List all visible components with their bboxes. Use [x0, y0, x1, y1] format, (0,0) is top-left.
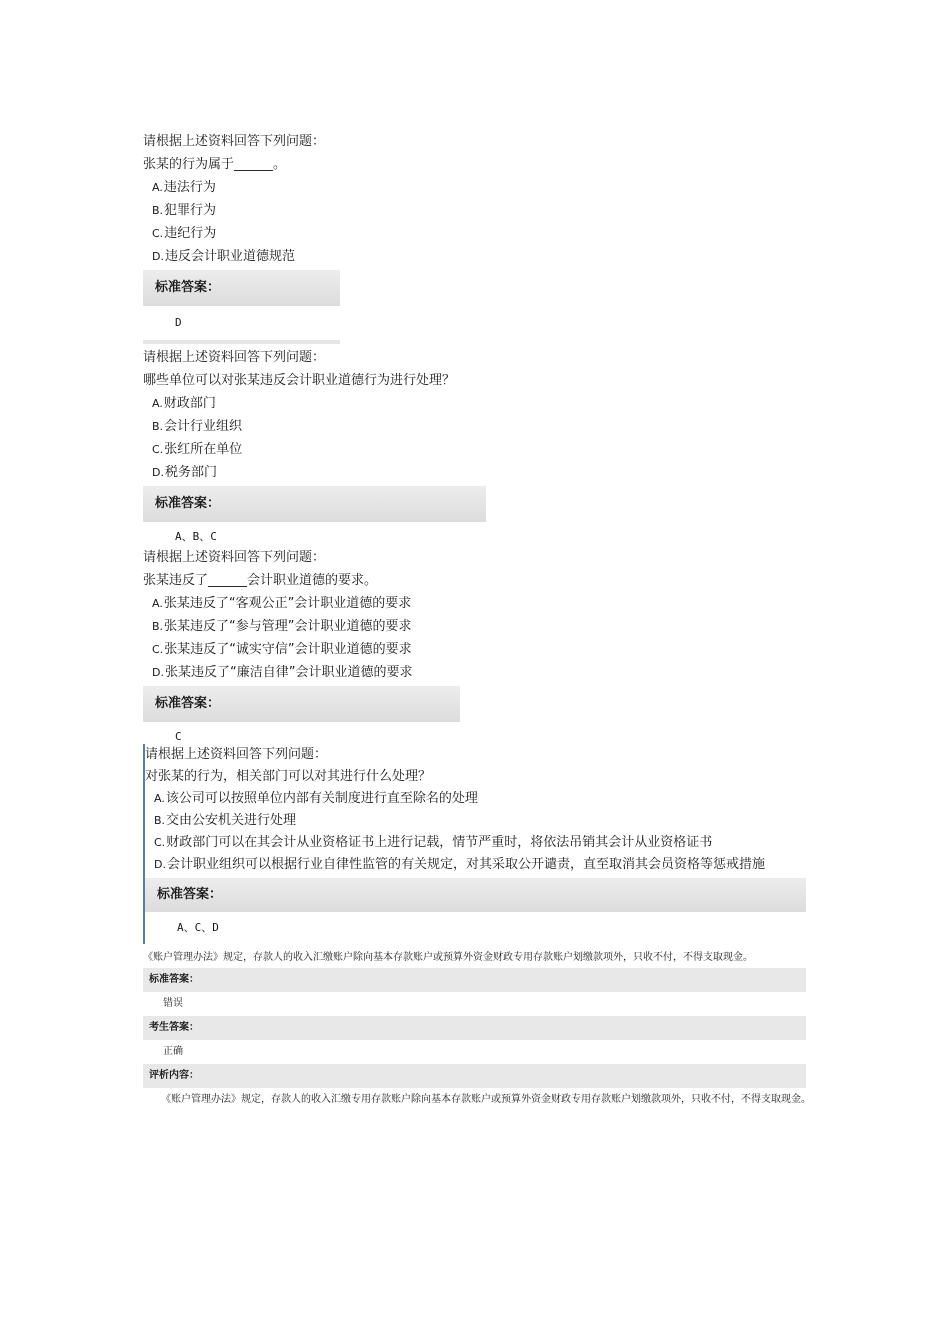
option-letter: A. — [152, 181, 163, 194]
answer-header: 标准答案： — [143, 270, 340, 306]
question-intro: 请根据上述资料回答下列问题： — [143, 350, 326, 365]
question-stem: 对张某的行为，相关部门可以对其进行什么处理？ — [145, 769, 432, 784]
option-b — [145, 810, 808, 832]
question-stem: 张某违反了______会计职业道德的要求。 — [143, 573, 378, 588]
option-a — [145, 788, 808, 810]
option-letter: C. — [152, 643, 164, 656]
examinee-answer-value: 正确 — [163, 1046, 183, 1057]
question-2 — [143, 346, 543, 552]
option-letter: B. — [152, 204, 164, 217]
question-intro: 请根据上述资料回答下列问题： — [143, 550, 326, 565]
examinee-answer-header: 考生答案： — [143, 1016, 806, 1040]
option-letter: C. — [154, 836, 166, 849]
option-letter: B. — [154, 814, 166, 827]
answer-value: A、B、C — [175, 530, 217, 543]
question-4 — [143, 744, 808, 944]
option-letter: C. — [152, 227, 164, 240]
option-text: 该公司可以按照单位内部有关制度进行直至除名的处理 — [165, 791, 478, 806]
option-letter: A. — [152, 597, 163, 610]
option-b — [143, 615, 543, 638]
answer-header: 标准答案： — [143, 686, 460, 722]
option-letter: A. — [154, 792, 165, 805]
option-c — [145, 832, 808, 854]
option-text: 财政部门 — [163, 396, 216, 411]
question-stem: 张某的行为属于______。 — [143, 157, 287, 172]
option-text: 违法行为 — [163, 180, 216, 195]
option-d — [143, 245, 543, 268]
standard-answer-header: 标准答案： — [143, 968, 806, 992]
option-text: 交由公安机关进行处理 — [166, 813, 297, 828]
standard-answer-value: 错误 — [163, 998, 183, 1009]
option-text: 违纪行为 — [164, 226, 217, 241]
option-letter: D. — [154, 858, 166, 871]
option-text: 张红所在单位 — [164, 442, 243, 457]
question-intro: 请根据上述资料回答下列问题： — [145, 747, 328, 762]
question-1 — [143, 130, 543, 344]
option-text: 张某违反了“客观公正”会计职业道德的要求 — [163, 596, 412, 611]
option-letter: A. — [152, 397, 163, 410]
option-letter: B. — [152, 420, 164, 433]
option-text: 张某违反了“参与管理”会计职业道德的要求 — [164, 619, 412, 634]
analysis-header: 评析内容： — [143, 1064, 806, 1088]
option-d — [143, 661, 543, 684]
option-text: 财政部门可以在其会计从业资格证书上进行记载，情节严重时，将依法吊销其会计从业资格证书 — [166, 835, 713, 850]
option-text: 张某违反了“廉洁自律”会计职业道德的要求 — [164, 665, 413, 680]
answer-value: C — [175, 730, 182, 743]
option-text: 张某违反了“诚实守信”会计职业道德的要求 — [164, 642, 412, 657]
option-c — [143, 222, 543, 245]
question-3 — [143, 546, 543, 752]
option-a — [143, 392, 543, 415]
option-c — [143, 438, 543, 461]
option-b — [143, 415, 543, 438]
option-text: 犯罪行为 — [164, 203, 217, 218]
answer-value: A、C、D — [177, 921, 219, 934]
answer-header: 标准答案： — [143, 486, 486, 522]
question-5 — [143, 948, 811, 1112]
option-letter: D. — [152, 466, 164, 479]
answer-value: D — [143, 306, 340, 344]
option-text: 会计行业组织 — [164, 419, 243, 434]
option-letter: D. — [152, 666, 164, 679]
question-stem: 哪些单位可以对张某违反会计职业道德行为进行处理？ — [143, 373, 456, 388]
answer-header: 标准答案： — [145, 878, 806, 912]
option-text: 违反会计职业道德规范 — [164, 249, 295, 264]
option-letter: D. — [152, 250, 164, 263]
option-text: 税务部门 — [164, 465, 217, 480]
option-c — [143, 638, 543, 661]
option-text: 会计职业组织可以根据行业自律性监管的有关规定，对其采取公开谴责，直至取消其会员资格等惩戒措施 — [166, 857, 765, 872]
option-a — [143, 176, 543, 199]
option-b — [143, 199, 543, 222]
option-letter: B. — [152, 620, 164, 633]
option-a — [143, 592, 543, 615]
option-letter: C. — [152, 443, 164, 456]
question-stem: 《账户管理办法》规定，存款人的收入汇缴账户除向基本存款账户或预算外资金财政专用存款账户划缴款项外，只收不付，不得支取现金。 — [143, 952, 753, 963]
option-d — [145, 854, 808, 876]
question-intro: 请根据上述资料回答下列问题： — [143, 134, 326, 149]
analysis-text: 《账户管理办法》规定，存款人的收入汇缴专用存款账户除向基本存款账户或预算外资金财政专用存款账户划缴款项外，只收不付，不得支取现金。 — [161, 1094, 811, 1105]
option-d — [143, 461, 543, 484]
